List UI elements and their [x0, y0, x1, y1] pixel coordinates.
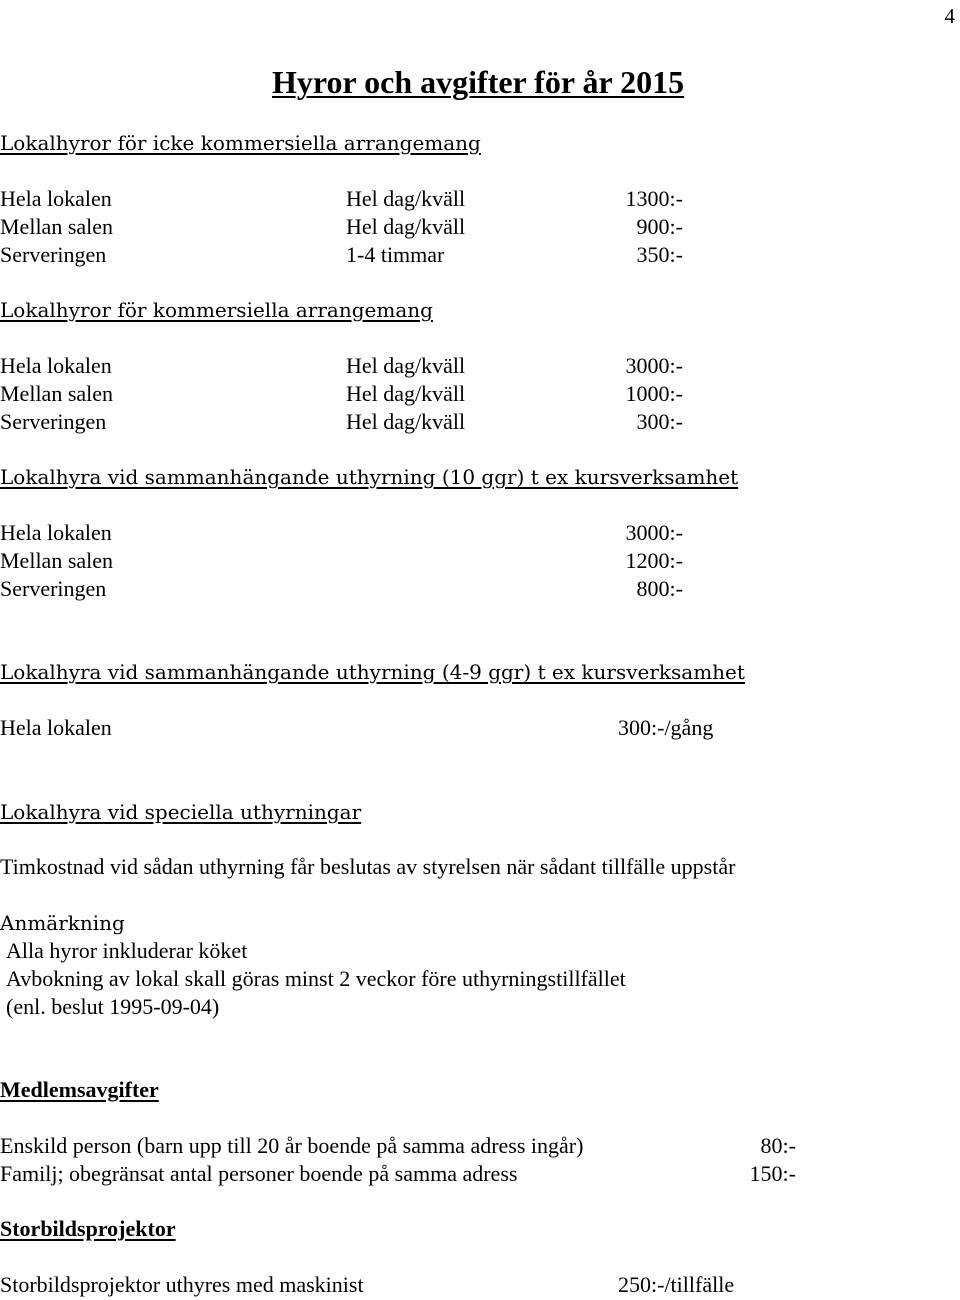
rental-period: Hel dag/kväll: [346, 381, 466, 406]
room-name: Hela lokalen: [0, 353, 112, 378]
price: 300:-/gång: [618, 715, 714, 740]
table-row: [0, 548, 960, 574]
price: 80:-: [760, 1133, 796, 1158]
price: 3000:-: [625, 520, 683, 545]
room-name: Serveringen: [0, 409, 107, 434]
room-name: Mellan salen: [0, 381, 114, 406]
rental-period: Hel dag/kväll: [346, 186, 466, 211]
room-name: Serveringen: [0, 576, 107, 601]
special-rental-text: Timkostnad vid sådan uthyrning får beslutas av styrelsen när sådant tillfälle uppstår: [0, 854, 736, 879]
table-row: [0, 1133, 960, 1159]
table-row: [0, 576, 960, 602]
projector-description: Storbildsprojektor uthyres med maskinist: [0, 1272, 364, 1297]
rental-period: Hel dag/kväll: [346, 353, 466, 378]
section-heading-special: Lokalhyra vid speciella uthyrningar: [0, 800, 362, 824]
page-title: Hyror och avgifter för år 2015: [272, 64, 685, 100]
room-name: Serveringen: [0, 242, 107, 267]
price: 1200:-: [625, 548, 683, 573]
price: 3000:-: [625, 353, 683, 378]
membership-type: Familj; obegränsat antal personer boende på samma adress: [0, 1161, 518, 1186]
price: 300:-: [636, 409, 683, 434]
page-number: 4: [944, 4, 955, 28]
section-heading-non-commercial: Lokalhyror för icke kommersiella arrangemang: [0, 131, 481, 155]
remark-line: Avbokning av lokal skall göras minst 2 veckor före uthyrningstillfället: [6, 966, 626, 991]
section-heading-commercial: Lokalhyror för kommersiella arrangemang: [0, 298, 433, 322]
section-heading-projector: Storbildsprojektor: [0, 1216, 176, 1241]
room-name: Mellan salen: [0, 214, 114, 239]
price: 350:-: [636, 242, 683, 267]
remark-line: Alla hyror inkluderar köket: [6, 938, 248, 963]
table-row: [0, 520, 960, 546]
section-heading-membership: Medlemsavgifter: [0, 1077, 159, 1102]
room-name: Mellan salen: [0, 548, 114, 573]
table-row: [0, 715, 960, 741]
price: 150:-: [749, 1161, 796, 1186]
rental-period: 1-4 timmar: [346, 242, 445, 267]
table-row: [0, 353, 960, 379]
table-row: [0, 242, 960, 268]
remarks-heading: Anmärkning: [0, 911, 125, 935]
table-row: [0, 214, 960, 240]
table-row: [0, 381, 960, 407]
room-name: Hela lokalen: [0, 520, 112, 545]
price: 900:-: [636, 214, 683, 239]
table-row: [0, 1161, 960, 1187]
room-name: Hela lokalen: [0, 186, 112, 211]
section-heading-recurring-10: Lokalhyra vid sammanhängande uthyrning (10 ggr) t ex kursverksamhet: [0, 465, 739, 489]
rental-period: Hel dag/kväll: [346, 214, 466, 239]
table-row: [0, 1272, 960, 1298]
table-row: [0, 186, 960, 212]
section-heading-recurring-4-9: Lokalhyra vid sammanhängande uthyrning (4-9 ggr) t ex kursverksamhet: [0, 660, 745, 684]
membership-type: Enskild person (barn upp till 20 år boende på samma adress ingår): [0, 1133, 584, 1158]
table-row: [0, 409, 960, 435]
rental-period: Hel dag/kväll: [346, 409, 466, 434]
price: 800:-: [636, 576, 683, 601]
price: 1300:-: [625, 186, 683, 211]
price: 1000:-: [625, 381, 683, 406]
room-name: Hela lokalen: [0, 715, 112, 740]
remark-line: (enl. beslut 1995-09-04): [6, 994, 220, 1019]
price: 250:-/tillfälle: [618, 1272, 735, 1297]
